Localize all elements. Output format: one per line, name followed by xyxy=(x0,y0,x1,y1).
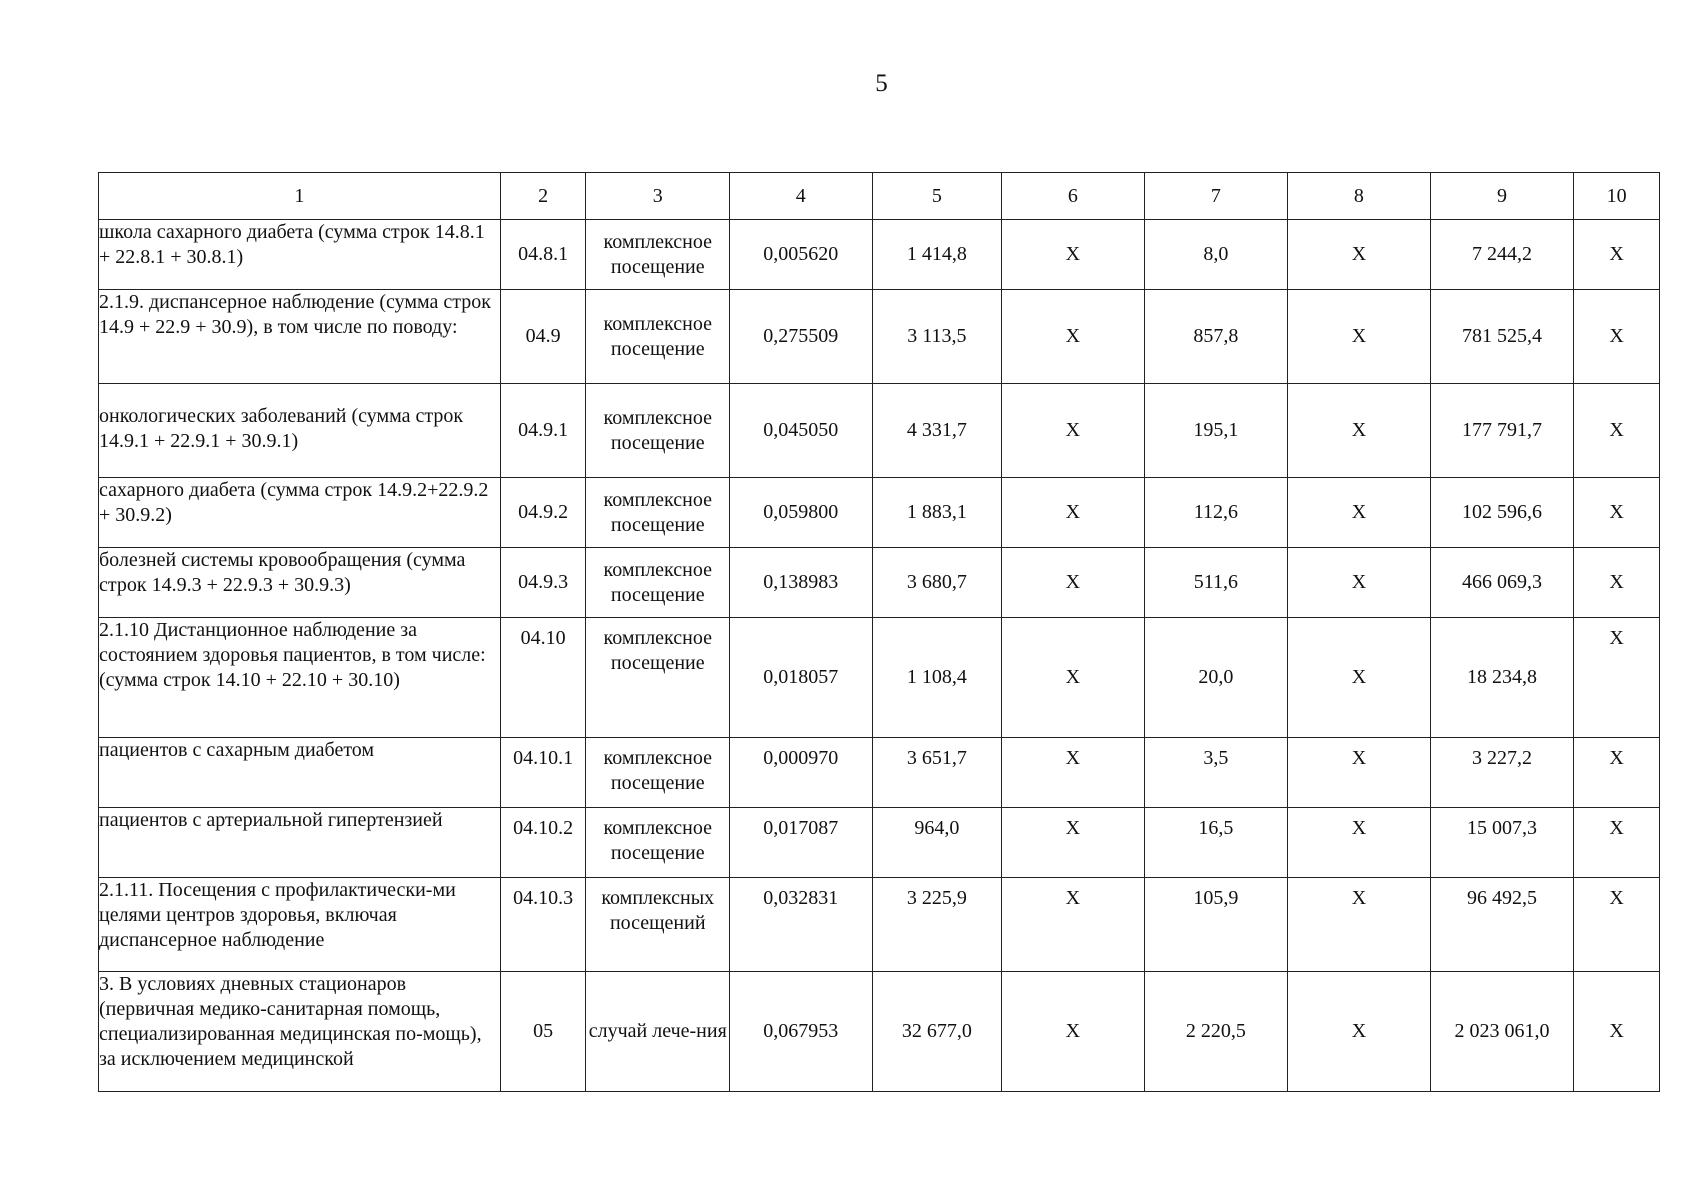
cell-col10: Х xyxy=(1574,384,1660,478)
cell-col7: 195,1 xyxy=(1144,384,1288,478)
cell-col4: 0,000970 xyxy=(730,738,872,808)
cell-col5: 3 113,5 xyxy=(872,290,1002,384)
row-code: 04.10.1 xyxy=(500,738,586,808)
cell-col8: Х xyxy=(1288,618,1430,738)
cell-col7: 105,9 xyxy=(1144,878,1288,972)
cell-col7: 20,0 xyxy=(1144,618,1288,738)
cell-col9: 102 596,6 xyxy=(1430,478,1574,548)
cell-col7: 857,8 xyxy=(1144,290,1288,384)
row-code: 04.10.3 xyxy=(500,878,586,972)
cell-col6: Х xyxy=(1002,618,1144,738)
cell-col10: Х xyxy=(1574,290,1660,384)
cell-col9: 3 227,2 xyxy=(1430,738,1574,808)
cell-col9: 466 069,3 xyxy=(1430,548,1574,618)
page-number: 5 xyxy=(875,70,888,97)
cell-col10: Х xyxy=(1574,878,1660,972)
cell-col6: Х xyxy=(1002,548,1144,618)
data-table xyxy=(98,172,1660,1092)
cell-col7: 3,5 xyxy=(1144,738,1288,808)
table-row xyxy=(99,808,1660,878)
table-row xyxy=(99,618,1660,738)
cell-col5: 3 680,7 xyxy=(872,548,1002,618)
cell-col6: Х xyxy=(1002,878,1144,972)
row-label: школа сахарного диабета (сумма строк 14.8.1 + 22.8.1 + 30.8.1) xyxy=(99,220,501,290)
cell-col7: 511,6 xyxy=(1144,548,1288,618)
cell-col9: 18 234,8 xyxy=(1430,618,1574,738)
table-row xyxy=(99,384,1660,478)
header-row xyxy=(99,173,1660,220)
cell-col10: Х xyxy=(1574,738,1660,808)
table-row xyxy=(99,290,1660,384)
row-code: 04.10 xyxy=(500,618,586,738)
cell-col4: 0,067953 xyxy=(730,972,872,1092)
cell-col10: Х xyxy=(1574,220,1660,290)
row-label: 2.1.9. диспансерное наблюдение (сумма строк 14.9 + 22.9 + 30.9), в том числе по поводу: xyxy=(99,290,501,384)
row-label: пациентов с сахарным диабетом xyxy=(99,738,501,808)
row-label: болезней системы кровообращения (сумма строк 14.9.3 + 22.9.3 + 30.9.3) xyxy=(99,548,501,618)
cell-col5: 1 883,1 xyxy=(872,478,1002,548)
table-row xyxy=(99,878,1660,972)
cell-col4: 0,059800 xyxy=(730,478,872,548)
cell-col7: 2 220,5 xyxy=(1144,972,1288,1092)
cell-col6: Х xyxy=(1002,384,1144,478)
header-cell: 3 xyxy=(586,173,730,220)
cell-col4: 0,032831 xyxy=(730,878,872,972)
cell-col6: Х xyxy=(1002,478,1144,548)
cell-col8: Х xyxy=(1288,478,1430,548)
row-unit: комплексное посещение xyxy=(586,738,730,808)
cell-col6: Х xyxy=(1002,972,1144,1092)
row-unit: комплексное посещение xyxy=(586,384,730,478)
row-unit: случай лече-ния xyxy=(586,972,730,1092)
cell-col8: Х xyxy=(1288,220,1430,290)
cell-col5: 3 651,7 xyxy=(872,738,1002,808)
row-label: онкологических заболеваний (сумма строк 14.9.1 + 22.9.1 + 30.9.1) xyxy=(99,384,501,478)
row-label: 3. В условиях дневных стационаров (первичная медико-санитарная помощь, специализированная медицинская по-мощь), за исключением медицинской xyxy=(99,972,501,1092)
header-cell: 9 xyxy=(1430,173,1574,220)
cell-col9: 2 023 061,0 xyxy=(1430,972,1574,1092)
row-label: 2.1.10 Дистанционное наблюдение за состоянием здоровья пациентов, в том числе: (сумма строк 14.10 + 22.10 + 30.10) xyxy=(99,618,501,738)
cell-col5: 3 225,9 xyxy=(872,878,1002,972)
row-label: 2.1.11. Посещения с профилактически-ми целями центров здоровья, включая диспансерное наблюдение xyxy=(99,878,501,972)
cell-col10: Х xyxy=(1574,548,1660,618)
cell-col6: Х xyxy=(1002,738,1144,808)
table-row xyxy=(99,220,1660,290)
row-unit: комплексное посещение xyxy=(586,548,730,618)
header-cell: 6 xyxy=(1002,173,1144,220)
row-code: 04.9.3 xyxy=(500,548,586,618)
row-unit: комплексных посещений xyxy=(586,878,730,972)
cell-col5: 964,0 xyxy=(872,808,1002,878)
cell-col9: 15 007,3 xyxy=(1430,808,1574,878)
row-code: 04.9.2 xyxy=(500,478,586,548)
table-row xyxy=(99,478,1660,548)
cell-col10: Х xyxy=(1574,478,1660,548)
cell-col9: 781 525,4 xyxy=(1430,290,1574,384)
row-unit: комплексное посещение xyxy=(586,290,730,384)
row-unit: комплексное посещение xyxy=(586,808,730,878)
header-cell: 10 xyxy=(1574,173,1660,220)
cell-col4: 0,045050 xyxy=(730,384,872,478)
row-unit: комплексное посещение xyxy=(586,220,730,290)
table-row xyxy=(99,548,1660,618)
header-cell: 8 xyxy=(1288,173,1430,220)
header-cell: 7 xyxy=(1144,173,1288,220)
cell-col4: 0,005620 xyxy=(730,220,872,290)
header-cell: 4 xyxy=(730,173,872,220)
cell-col8: Х xyxy=(1288,548,1430,618)
cell-col9: 96 492,5 xyxy=(1430,878,1574,972)
cell-col6: Х xyxy=(1002,290,1144,384)
cell-col10: Х xyxy=(1574,972,1660,1092)
cell-col7: 16,5 xyxy=(1144,808,1288,878)
table-row xyxy=(99,738,1660,808)
cell-col9: 177 791,7 xyxy=(1430,384,1574,478)
cell-col5: 32 677,0 xyxy=(872,972,1002,1092)
cell-col4: 0,017087 xyxy=(730,808,872,878)
cell-col8: Х xyxy=(1288,738,1430,808)
header-cell: 2 xyxy=(500,173,586,220)
cell-col8: Х xyxy=(1288,878,1430,972)
header-cell: 5 xyxy=(872,173,1002,220)
row-code: 04.10.2 xyxy=(500,808,586,878)
cell-col5: 1 108,4 xyxy=(872,618,1002,738)
cell-col4: 0,018057 xyxy=(730,618,872,738)
row-label: пациентов с артериальной гипертензией xyxy=(99,808,501,878)
cell-col10: Х xyxy=(1574,808,1660,878)
row-code: 04.9 xyxy=(500,290,586,384)
cell-col5: 4 331,7 xyxy=(872,384,1002,478)
row-unit: комплексное посещение xyxy=(586,478,730,548)
row-label: сахарного диабета (сумма строк 14.9.2+22.9.2 + 30.9.2) xyxy=(99,478,501,548)
table-row xyxy=(99,972,1660,1092)
cell-col7: 8,0 xyxy=(1144,220,1288,290)
row-code: 04.9.1 xyxy=(500,384,586,478)
cell-col6: Х xyxy=(1002,808,1144,878)
cell-col9: 7 244,2 xyxy=(1430,220,1574,290)
header-cell: 1 xyxy=(99,173,501,220)
cell-col8: Х xyxy=(1288,384,1430,478)
cell-col6: Х xyxy=(1002,220,1144,290)
cell-col4: 0,138983 xyxy=(730,548,872,618)
row-code: 04.8.1 xyxy=(500,220,586,290)
cell-col8: Х xyxy=(1288,290,1430,384)
cell-col5: 1 414,8 xyxy=(872,220,1002,290)
row-code: 05 xyxy=(500,972,586,1092)
cell-col4: 0,275509 xyxy=(730,290,872,384)
cell-col8: Х xyxy=(1288,972,1430,1092)
cell-col8: Х xyxy=(1288,808,1430,878)
row-unit: комплексное посещение xyxy=(586,618,730,738)
cell-col7: 112,6 xyxy=(1144,478,1288,548)
cell-col10: Х xyxy=(1574,618,1660,738)
